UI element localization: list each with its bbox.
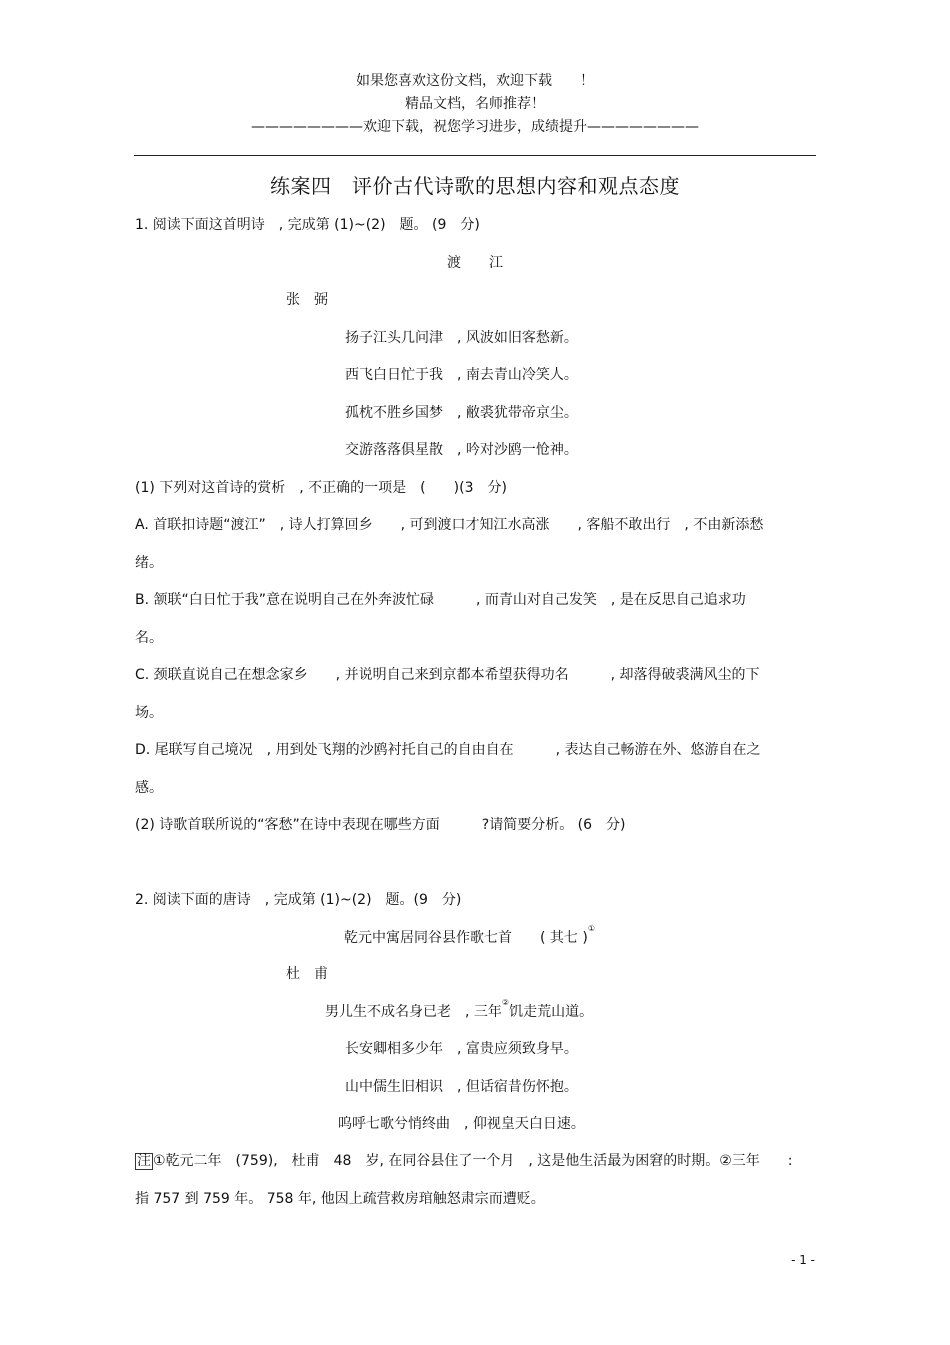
q2-poem-title-row [344,924,595,947]
q1-sub1: (1) 下列对这首诗的赏析 , 不正确的一项是 ( )(3 分) [135,480,507,496]
q1-poem-line: 西飞白日忙于我 , 南去青山冷笑人。 [345,367,578,383]
q2-author: 杜 甫 [286,966,328,982]
q2-note-text-1: ①乾元二年 (759), 杜甫 48 岁, 在同谷县住了一个月 , 这是他生活最为困窘的时期。②三年 : [153,1153,793,1169]
q2-poem-line: 山中儒生旧相识 , 但话宿昔伤怀抱。 [345,1079,578,1095]
q2-note-2: 指 757 到 759 年。 758 年, 他因上疏营救房琯触怒肃宗而遭贬。 [135,1191,545,1207]
q1-option-a: A. 首联扣诗题“渡江” , 诗人打算回乡 , 可到渡口才知江水高涨 , 客船不敢出行 , 不由新添愁 [135,517,764,533]
footnote-marker: ② [501,998,510,1007]
page-number: - 1 - [791,1253,815,1267]
q1-option-d: D. 尾联写自己境况 , 用到处飞翔的沙鸥衬托自己的自由自在 , 表达自己畅游在外、悠游自在之 [135,742,761,758]
q1-option-c-cont: 场。 [135,705,163,721]
q1-poem-line: 孤枕不胜乡国梦 , 敝裘犹带帝京尘。 [345,405,578,421]
q1-sub2: (2) 诗歌首联所说的“客愁”在诗中表现在哪些方面 ?请简要分析。 (6 分) [135,817,626,833]
q2-poem-line-1 [325,998,594,1021]
page-title: 练案四 评价古代诗歌的思想内容和观点态度 [270,174,680,198]
q2-note-1 [135,1150,793,1170]
q2-line1-part-a: 男儿生不成名身已老 , 三年 [325,1004,502,1020]
q1-author: 张 弼 [286,292,328,308]
q1-option-d-cont: 感。 [135,780,163,796]
header-divider [134,155,816,156]
q2-poem-line: 呜呼七歌兮悄终曲 , 仰视皇天白日速。 [338,1116,585,1132]
q1-option-a-cont: 绪。 [135,555,163,571]
promo-line-3: ————————欢迎下载，祝您学习进步，成绩提升———————— [251,119,699,135]
q2-poem-line: 长安卿相多少年 , 富贵应须致身早。 [345,1041,578,1057]
q1-option-b-cont: 名。 [135,630,163,646]
q2-prompt: 2. 阅读下面的唐诗 , 完成第 (1)~(2) 题。(9 分) [135,892,462,908]
q1-poem-line: 扬子江头几问津 , 风波如旧客愁新。 [345,330,578,346]
q1-option-c: C. 颈联直说自己在想念家乡 , 并说明自己来到京都本希望获得功名 , 却落得破裘满风尘的下 [135,667,760,683]
note-mark: 注 [137,1153,151,1169]
q1-poem-title: 渡 江 [447,255,503,271]
promo-line-1: 如果您喜欢这份文档，欢迎下载 ！ [356,73,594,89]
q2-poem-title: 乾元中寓居同谷县作歌七首 ( 其七 ) [344,930,588,946]
promo-line-2: 精品文档，名师推荐！ [405,96,545,112]
footnote-marker: ① [587,924,595,933]
q1-prompt: 1. 阅读下面这首明诗 , 完成第 (1)~(2) 题。 (9 分) [135,217,480,233]
q2-line1-part-b: 饥走荒山道。 [509,1004,594,1020]
q1-poem-line: 交游落落俱星散 , 吟对沙鸥一怆神。 [345,442,578,458]
q1-option-b: B. 颔联“白日忙于我”意在说明自己在外奔波忙碌 , 而青山对自己发笑 , 是在反思自己追求功 [135,592,746,608]
